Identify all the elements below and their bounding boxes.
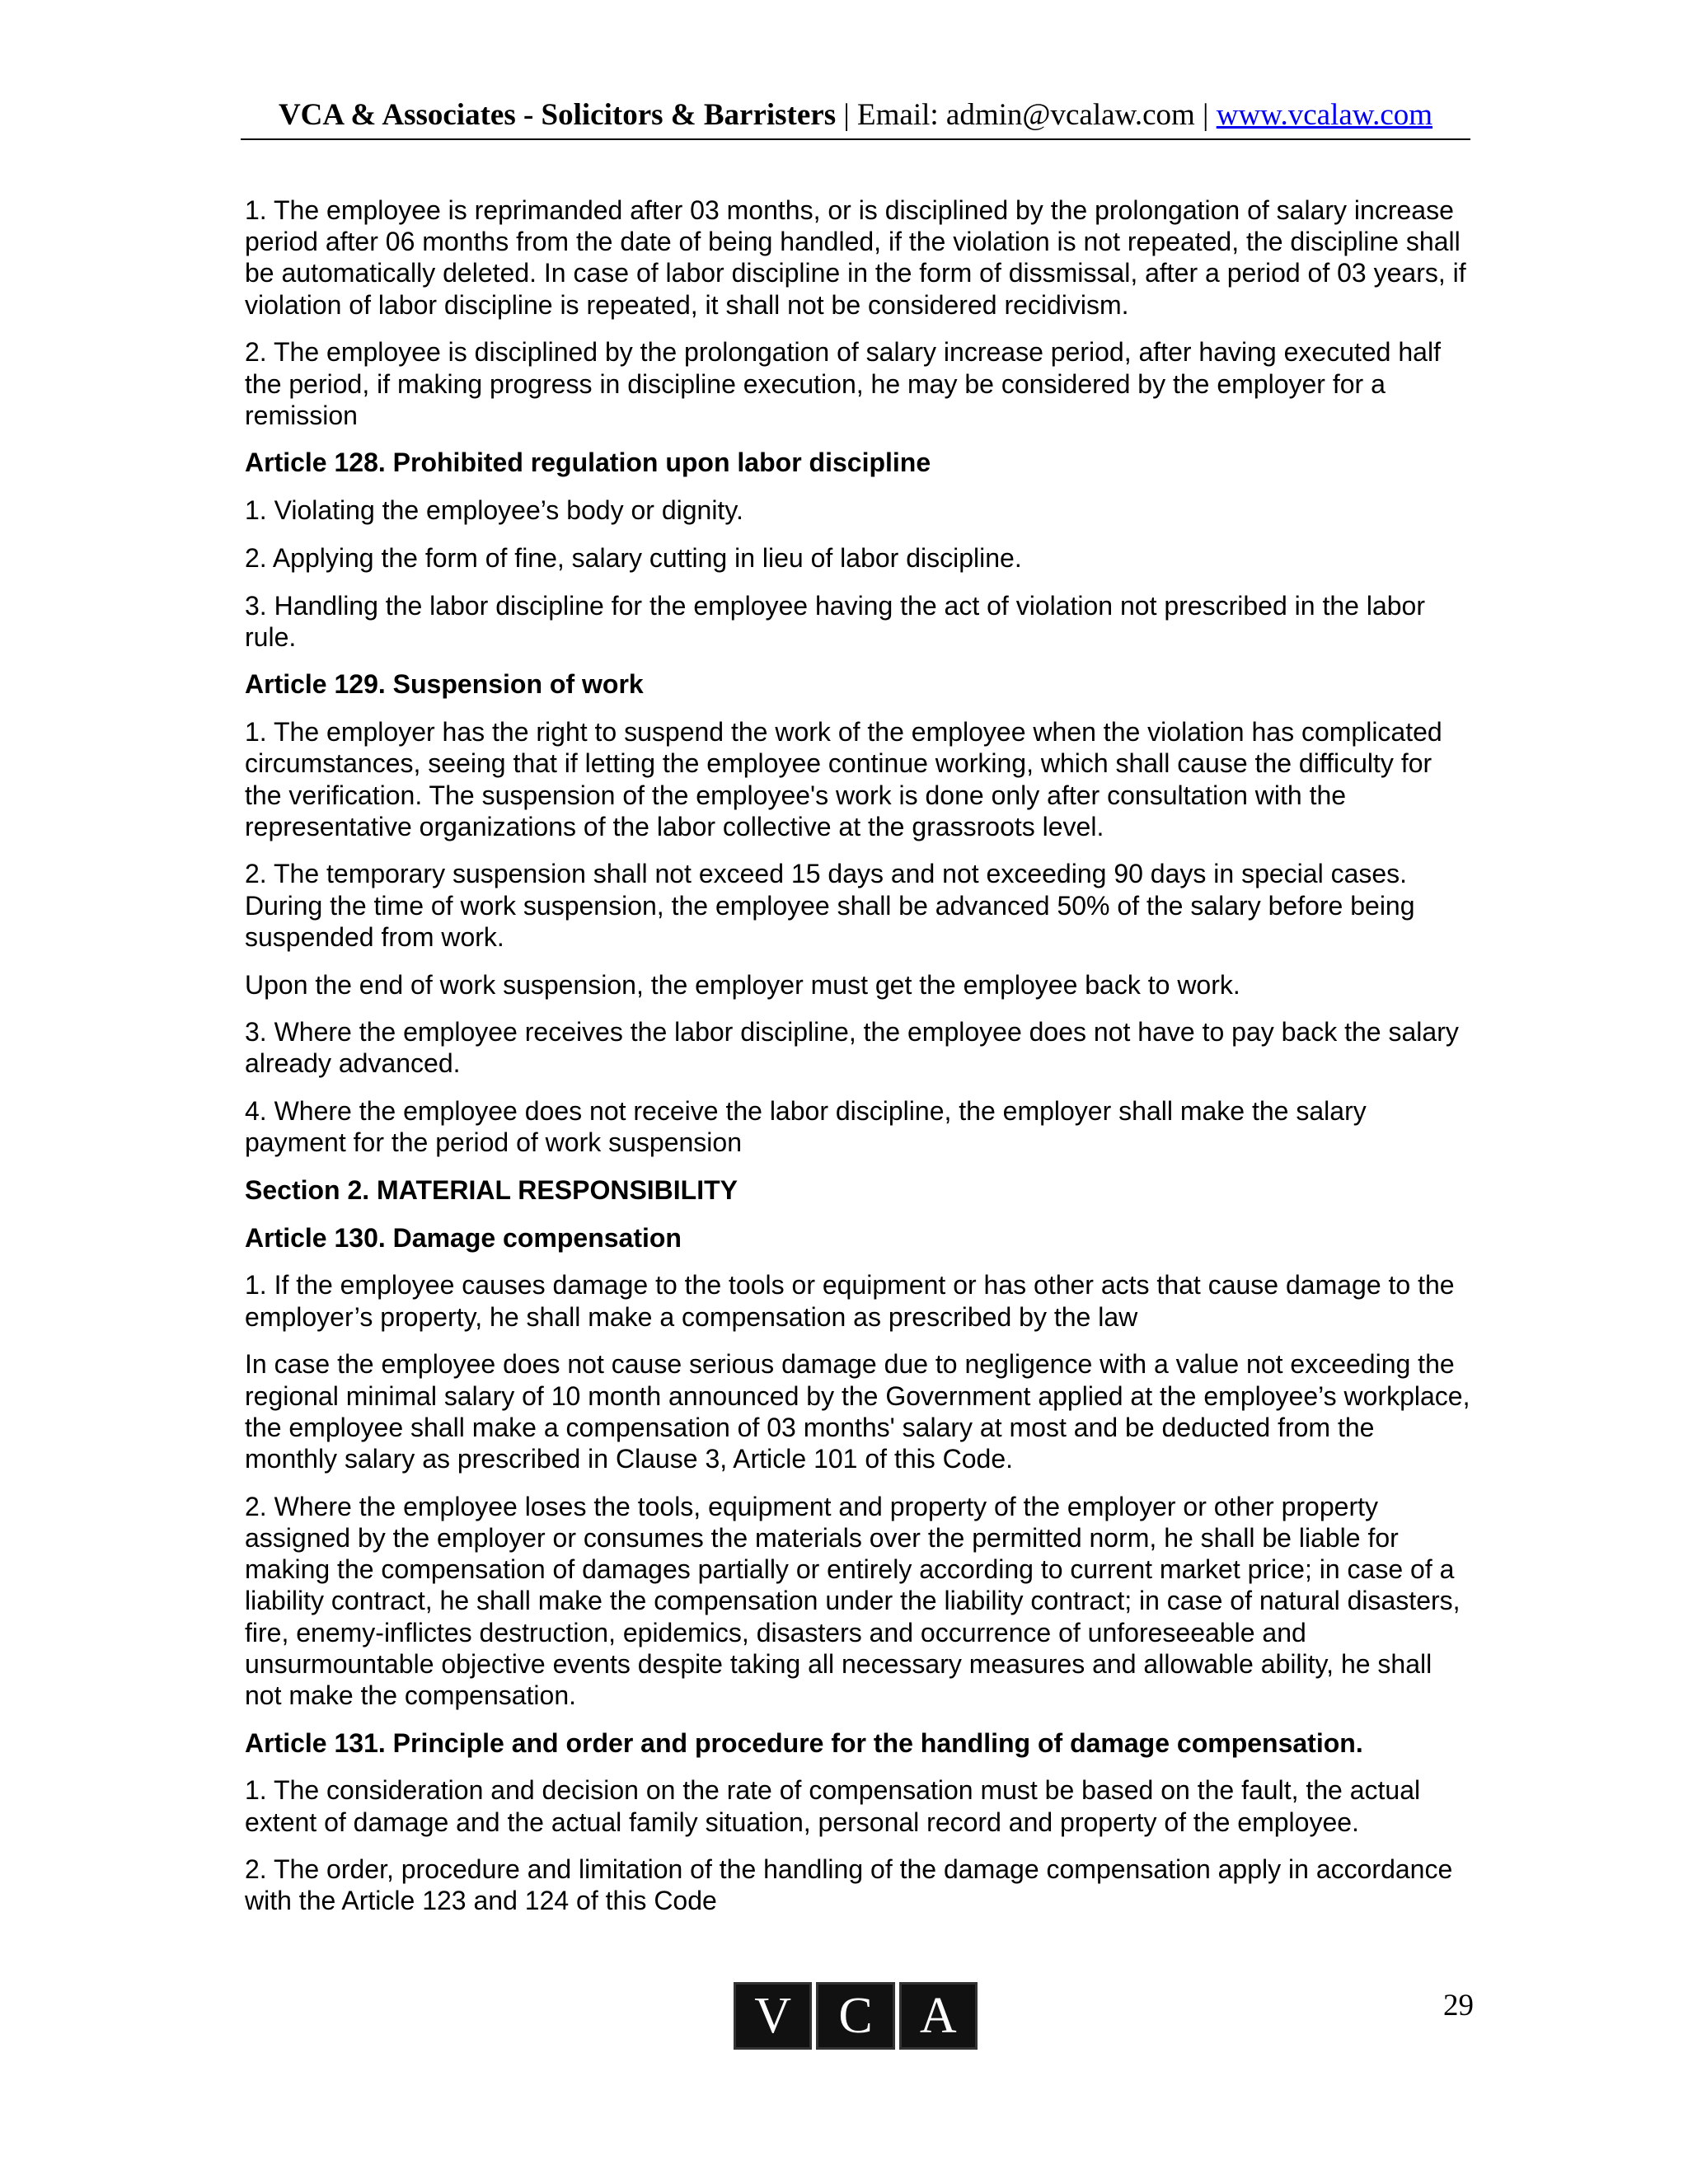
article-heading: Article 129. Suspension of work: [245, 669, 644, 700]
firm-name: VCA & Associates - Solicitors & Barristers: [278, 98, 837, 132]
section-heading: Section 2. MATERIAL RESPONSIBILITY: [245, 1175, 738, 1206]
page-header: [241, 92, 1470, 140]
paragraph: Upon the end of work suspension, the employer must get the employee back to work.: [245, 969, 1240, 1000]
article-heading: Article 131. Principle and order and procedure for the handling of damage compensation.: [245, 1727, 1363, 1758]
paragraph: 3. Where the employee receives the labor discipline, the employee does not have to pay back the salary already advanced.: [245, 1017, 1459, 1079]
paragraph: 1. If the employee causes damage to the tools or equipment or has other acts that cause damage to the employer’s property, he shall make a compensation as prescribed by the law: [245, 1270, 1455, 1332]
paragraph: In case the employee does not cause serious damage due to negligence with a value not exceeding the regional minimal salary of 10 month announced by the Government applied at the employee’s workplace, the employee shall make a compensation of 03 months' salary at most and be deducted from the monthly salary as prescribed in Clause 3, Article 101 of this Code.: [245, 1349, 1470, 1474]
header-email: Email: admin@vcalaw.com: [857, 98, 1195, 132]
vca-logo: [734, 1982, 978, 2050]
logo-letter: V: [734, 1982, 812, 2050]
paragraph: 3. Handling the labor discipline for the employee having the act of violation not prescribed in the labor rule.: [245, 590, 1425, 652]
article-heading: Article 130. Damage compensation: [245, 1222, 682, 1253]
paragraph: 4. Where the employee does not receive the labor discipline, the employer shall make the salary payment for the period of work suspension: [245, 1096, 1367, 1158]
paragraph: 1. Violating the employee’s body or dignity.: [245, 495, 743, 526]
logo-letter: A: [899, 1982, 978, 2050]
paragraph: 2. Applying the form of fine, salary cutting in lieu of labor discipline.: [245, 542, 1022, 573]
paragraph: 2. The temporary suspension shall not exceed 15 days and not exceeding 90 days in special cases. During the time of work suspension, the employee shall be advanced 50% of the salary before being suspended from work.: [245, 859, 1415, 952]
article-heading: Article 128. Prohibited regulation upon labor discipline: [245, 448, 931, 478]
paragraph: 2. Where the employee loses the tools, equipment and property of the employer or other property assigned by the employer or consumes the materials over the permitted norm, he shall be liable for making the compensation of damages partially or entirely according to current market price; in case of a liability contract, he shall make the compensation under the liability contract; in case of natural disasters, fire, enemy-inflictes destruction, epidemics, disasters and occurrence of unforeseeable and unsurmountable objective events despite taking all necessary measures and allowable ability, he shall not make the compensation.: [245, 1491, 1461, 1710]
logo-letter: C: [816, 1982, 894, 2050]
header-separator: |: [836, 98, 858, 132]
paragraph: 1. The employer has the right to suspend the work of the employee when the violation has complicated circumstances, seeing that if letting the employee continue working, which shall cause the difficulty for the verification. The suspension of the employee's work is done only after consultation with the representative organizations of the labor collective at the grassroots level.: [245, 717, 1442, 841]
paragraph: 2. The employee is disciplined by the prolongation of salary increase period, after having executed half the period, if making progress in discipline execution, he may be considered by the employer for a remission: [245, 337, 1441, 430]
paragraph: 1. The consideration and decision on the rate of compensation must be based on the fault, the actual extent of damage and the actual family situation, personal record and property of the employee.: [245, 1775, 1421, 1837]
page-number: 29: [1443, 1989, 1474, 2022]
paragraph: 2. The order, procedure and limitation of the handling of the damage compensation apply in accordance with the Article 123 and 124 of this Code: [245, 1854, 1453, 1916]
document-body: [245, 194, 1473, 1933]
website-link[interactable]: www.vcalaw.com: [1216, 98, 1433, 132]
paragraph: 1. The employee is reprimanded after 03 months, or is disciplined by the prolongation of salary increase period after 06 months from the date of being handled, if the violation is not repeated, the discipline shall be automatically deleted. In case of labor discipline in the form of dissmissal, after a period of 03 years, if violation of labor discipline is repeated, it shall not be considered recidivism.: [245, 195, 1466, 320]
header-separator: |: [1194, 98, 1217, 132]
